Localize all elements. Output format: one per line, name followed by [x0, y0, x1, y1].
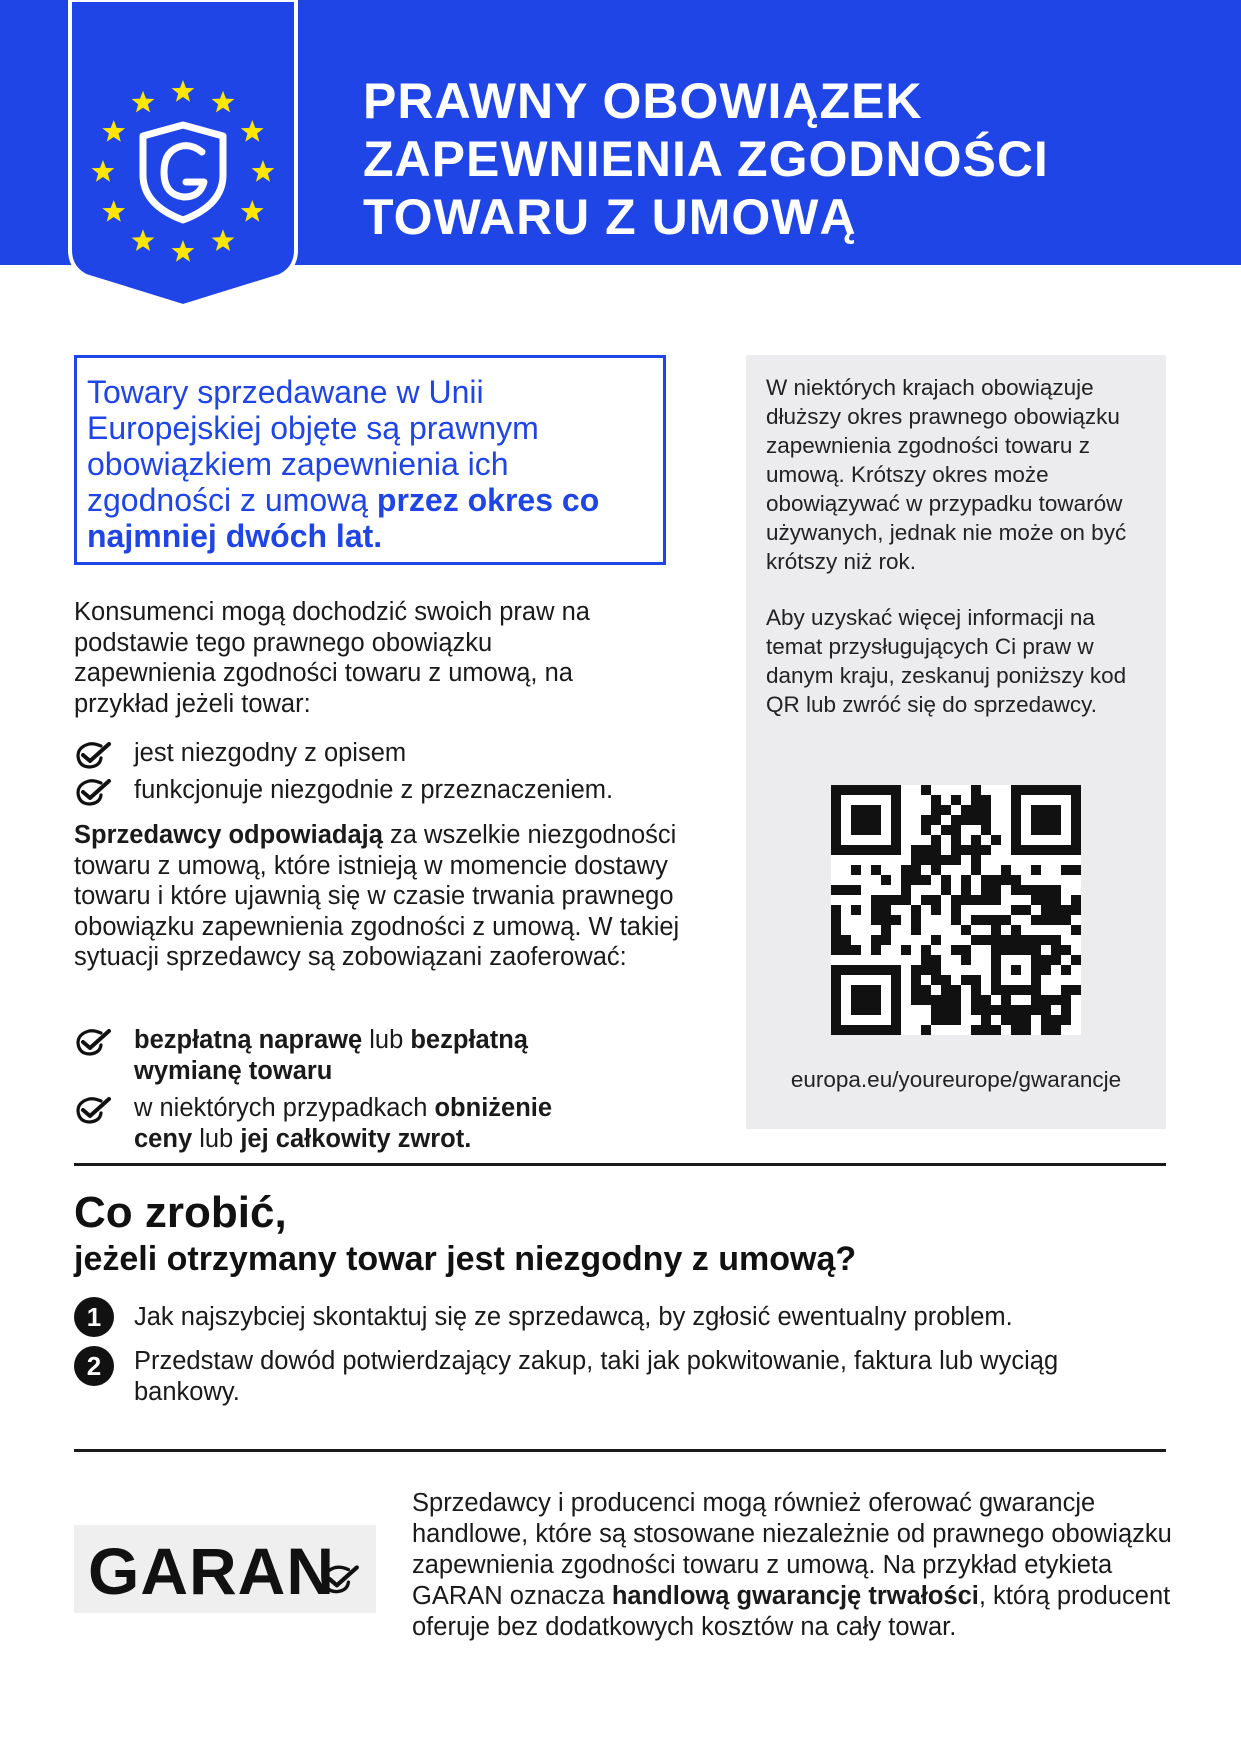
- remedy-bold: bezpłatną: [410, 1026, 528, 1054]
- remedy-bold: ceny: [134, 1124, 193, 1153]
- check-circle-icon: [74, 1027, 112, 1057]
- intro-text: Towary sprzedawane w Unii Europejskiej objęte są prawnym obowiązkiem zapewnienia ich zgodności z umową: [87, 374, 539, 518]
- title-line-3: TOWARU Z UMOWĄ: [363, 189, 857, 245]
- check-item-text: funkcjonuje niezgodnie z przeznaczeniem.: [134, 776, 614, 804]
- sellers-paragraph: [74, 820, 684, 973]
- section-heading: Co zrobić,: [74, 1188, 287, 1237]
- sellers-bold-lead: Sprzedawcy odpowiadają: [74, 821, 383, 849]
- intro-bold: przez okres co najmniej dwóch lat: [87, 482, 600, 554]
- consumers-paragraph: Konsumenci mogą dochodzić swoich praw na podstawie tego prawnego obowiązku zapewnienia zgodności towaru z umową, na przykład jeżeli towar:: [74, 598, 590, 718]
- remedy-bold: wymianę towaru: [134, 1056, 333, 1085]
- page-title: [363, 72, 1049, 246]
- check-circle-icon: [74, 777, 112, 807]
- remedy-regular: w niektórych przypadkach: [134, 1094, 435, 1122]
- header-banner: [0, 0, 1241, 265]
- remedy-regular: lub: [192, 1124, 241, 1153]
- step-number-badge: 1: [74, 1297, 114, 1337]
- info-sidebar: [746, 355, 1166, 1129]
- remedy-text: [134, 1093, 552, 1154]
- section-subheading: jeżeli otrzymany towar jest niezgodny z umową?: [74, 1240, 857, 1278]
- garan-logo-text: GARAN: [88, 1534, 335, 1608]
- eu-star-shield-g-icon: [68, 0, 298, 310]
- sidebar-paragraph-2: Aby uzyskać więcej informacji na temat przysługujących Ci praw w danym kraju, zeskanuj poniższy kod QR lub zwróć się do sprzedawcy.: [766, 605, 1127, 717]
- europa-url-link[interactable]: europa.eu/youreurope/gwarancje: [790, 1067, 1122, 1092]
- qr-code-icon[interactable]: [831, 785, 1081, 1035]
- garan-logo: [74, 1525, 376, 1613]
- check-item-text: jest niezgodny z opisem: [134, 739, 407, 767]
- step-text: Jak najszybciej skontaktuj się ze sprzedawcą, by zgłosić ewentualny problem.: [134, 1303, 1013, 1331]
- sellers-text: za wszelkie niezgodności towaru z umową, które istnieją w momencie dostawy towaru i które ujawnią się w czasie trwania prawnego obowiązku zapewnienia zgodności z umową. W takiej sytuacji sprzedawcy są zobowiązani zaoferować:: [74, 821, 680, 971]
- step-text: Przedstaw dowód potwierdzający zakup, taki jak pokwitowanie, faktura lub wyciąg bankowy.: [134, 1347, 1059, 1406]
- section-divider: [74, 1163, 1166, 1166]
- title-line-1: PRAWNY OBOWIĄZEK: [363, 73, 923, 129]
- check-circle-icon: [320, 1563, 360, 1595]
- section-divider: [74, 1449, 1166, 1452]
- remedy-text: [134, 1025, 528, 1086]
- remedy-item: [74, 1093, 634, 1155]
- remedy-bold: bezpłatną naprawę: [134, 1026, 363, 1054]
- garan-paragraph: [412, 1488, 1172, 1643]
- garan-bold: handlową gwarancję trwałości: [611, 1582, 979, 1610]
- check-circle-icon: [74, 1095, 112, 1125]
- title-line-2: ZAPEWNIENIA ZGODNOŚCI: [363, 131, 1049, 187]
- step-number-badge: 2: [74, 1346, 114, 1386]
- sidebar-paragraph-1: W niektórych krajach obowiązuje dłuższy okres prawnego obowiązku zapewnienia zgodności towaru z umową. Krótszy okres może obowiązywać w przypadku towarów używanych, jednak nie może on być krótszy niż rok.: [766, 375, 1127, 574]
- garan-text: Sprzedawcy i producenci mogą również oferować gwarancje handlowe, które są stosowane niezależnie od prawnego obowiązku zapewnienia zgodności towaru z umową. Na przykład etykieta GARAN oznacza: [412, 1489, 1172, 1610]
- garan-end: , którą producent oferuje bez dodatkowych kosztów na cały towar.: [412, 1582, 1171, 1641]
- intro-callout: [74, 355, 666, 565]
- remedy-item: [74, 1025, 634, 1087]
- check-circle-icon: [74, 740, 112, 770]
- intro-end: .: [373, 518, 383, 554]
- remedy-bold: jej całkowity zwrot.: [240, 1124, 472, 1153]
- remedy-bold: obniżenie: [434, 1094, 553, 1122]
- remedy-regular: lub: [362, 1026, 411, 1054]
